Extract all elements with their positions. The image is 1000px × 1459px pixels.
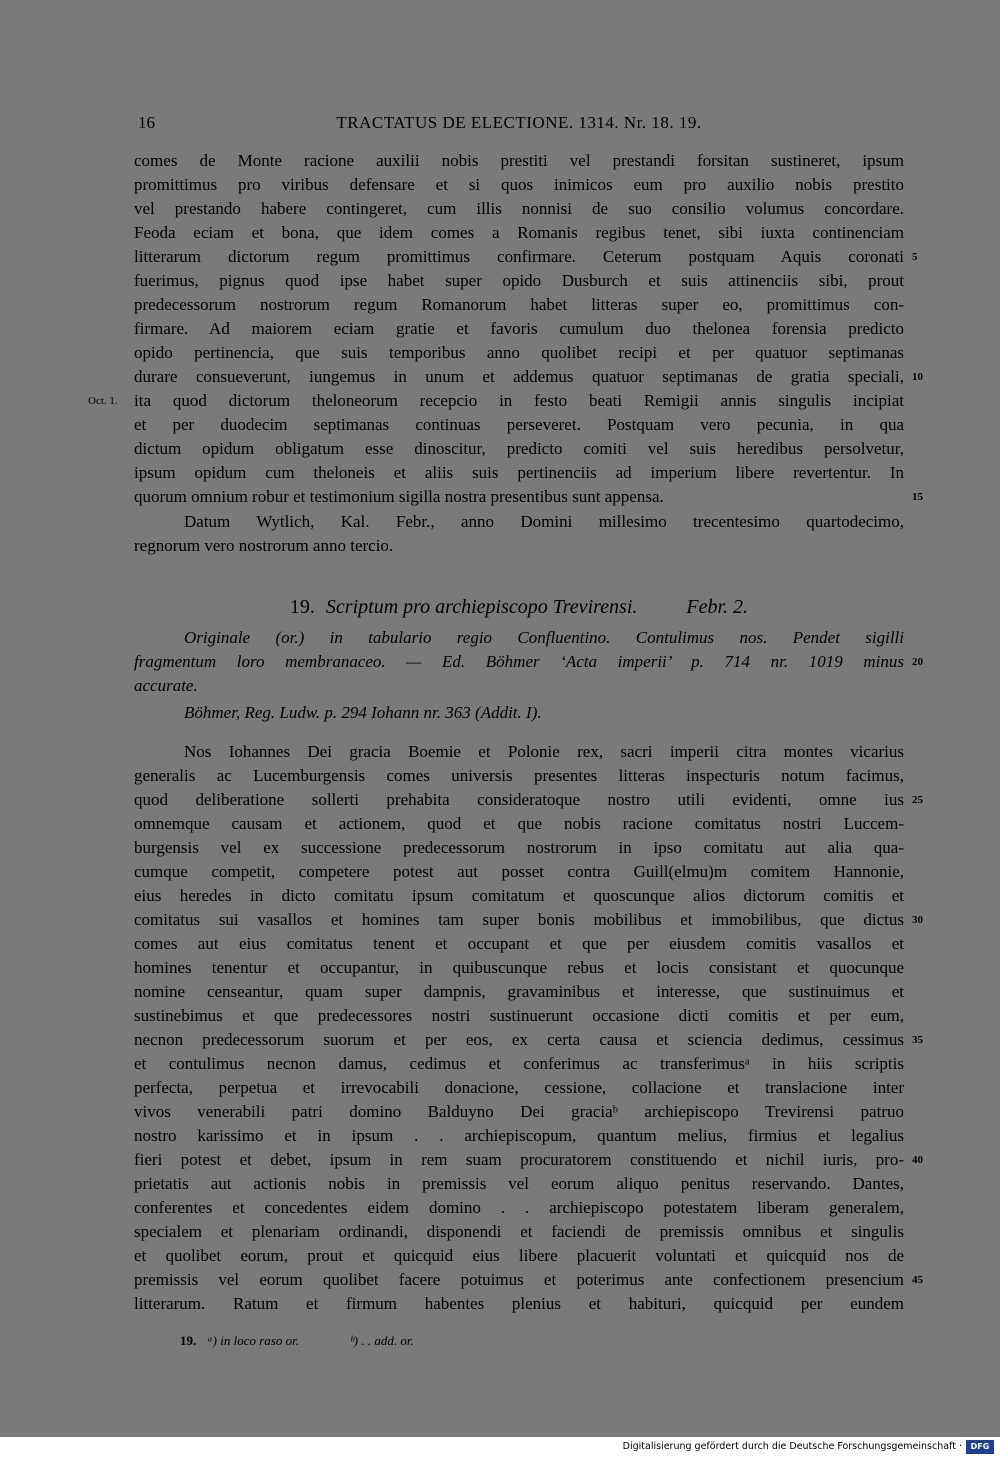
text-line: et contulimus necnon damus, cedimus et conferimus ac transferimusᵃ in hiis scriptis [134,1054,904,1073]
text-line: burgensis vel ex successione predecessorum nostrorum in ipso comitatu aut alia qua- [134,838,904,857]
text-line: et per duodecim septimanas continuas perseveret. Postquam vero pecunia, in qua [134,415,904,434]
line-number: 45 [912,1274,923,1286]
text-line: comitatus sui vasallos et homines tam super bonis mobilibus et immobilibus, que dictus [134,910,904,929]
footnote-a: ᵃ) in loco raso or. [207,1333,299,1348]
dfg-logo[interactable]: DFG [966,1440,994,1454]
apparatus-line: accurate. [134,676,198,695]
line-number: 40 [912,1154,923,1166]
text-line: comes aut eius comitatus tenent et occupant et que per eiusdem comitis vasallos et [134,934,904,953]
text-line: firmare. Ad maiorem eciam gratie et favoris cumulum duo thelonea forensia predicto [134,319,904,338]
text-line: dictum opidum obligatum esse dinoscitur, predicto comiti vel suis heredibus persolvetur, [134,439,904,458]
line-number: 15 [912,491,923,503]
text-line: predecessorum nostrorum regum Romanorum habet litteras super eo, promittimus con- [134,295,904,314]
text-line: promittimus pro viribus defensare et si quos inimicos eum pro auxilio nobis prestito [134,175,904,194]
text-line: comes de Monte racione auxilii nobis prestiti vel prestandi forsitan sustineret, ipsum [134,151,904,170]
text-line: Feoda eciam et bona, que idem comes a Romanis regibus tenet, sibi iuxta continenciam [134,223,904,242]
text-line: quod deliberatione sollerti prehabita consideratoque nostro utili evidenti, omne ius [134,790,904,809]
text-line: opido pertinencia, que suis temporibus anno quolibet recipi et per quatuor septimanas [134,343,904,362]
text-line: generalis ac Lucemburgensis comes universis presentes litteras inspecturis notum facimus, [134,766,904,785]
margin-date: Oct. 1. [88,395,118,407]
document-title: Scriptum pro archiepiscopo Trevirensi. [325,596,638,618]
regest-line: Böhmer, Reg. Ludw. p. 294 Iohann nr. 363 (Addit. I). [184,703,542,722]
text-line: perfecta, perpetua et irrevocabili donacione, cessione, collacione et translacione inter [134,1078,904,1097]
text-line: quorum omnium robur et testimonium sigilla nostra presentibus sunt appensa. [134,487,664,506]
line-number: 5 [912,251,918,263]
text-line: fieri potest et debet, ipsum in rem suam procuratorem constituendo et nichil iuris, pro- [134,1150,904,1169]
text-line: specialem et plenariam ordinandi, disponendi et faciendi de premissis omnibus et singulis [134,1222,904,1241]
footnote-b: ᵇ) . . add. or. [350,1333,414,1348]
text-line: nomine censeantur, quam super dampnis, gravaminibus et interesse, que sustinuimus et [134,982,904,1001]
text-line: et quolibet eorum, prout et quicquid eius libere placuerit voluntati et quicquid nos de [134,1246,904,1265]
text-line: prietatis aut actionis nobis in premissis vel eorum aliquo penitus reservando. Dantes, [134,1174,904,1193]
footer-bar [0,1437,1000,1459]
text-line: vel prestando habere contingeret, cum illis nonnisi de suo consilio volumus concordare. [134,199,904,218]
running-title: TRACTATUS DE ELECTIONE. 1314. Nr. 18. 19. [336,113,702,132]
text-line: conferentes et concedentes eidem domino . . archiepiscopo potestatem liberam generalem, [134,1198,904,1217]
text-line: eius heredes in dicto comitatu ipsum comitatum et quoscunque alios dictorum comitis et [134,886,904,905]
line-number: 30 [912,914,923,926]
dating-line: regnorum vero nostrorum anno tercio. [134,536,394,555]
text-line: ita quod dictorum theloneorum recepcio in festo beati Remigii annis singulis incipiat [134,391,904,410]
line-number: 25 [912,794,923,806]
text-line: fuerimus, pignus quod ipse habet super opido Dusburch et suis attinenciis sibi, prout [134,271,904,290]
line-number: 10 [912,371,923,383]
text-line: durare consueverunt, iungemus in unum et addemus quatuor septimanas de gratia speciali, [134,367,904,386]
text-line: ipsum opidum cum theloneis et aliis suis pertinenciis ad imperium libere revertentur. In [134,463,904,482]
text-line: homines tenentur et occupantur, in quibuscunque rebus et locis consistant et quocunque [134,958,904,977]
text-line: sustinebimus et que predecessores nostri sustinuerunt occasione dicti comitis et per eum, [134,1006,904,1025]
page-header [134,110,904,136]
line-number: 20 [912,656,923,668]
footnotes [180,1330,462,1352]
text-line: cumque competit, competere potest aut posset contra Guill(elmu)m comitem Hannonie, [134,862,904,881]
document-number: 19. [289,596,315,618]
page-number: 16 [138,113,155,132]
footnote-label: 19. [180,1333,197,1348]
apparatus-line: fragmentum loro membranaceo. — Ed. Böhmer ‘Acta imperii’ p. 714 nr. 1019 minus [134,652,904,671]
text-line: premissis vel eorum quolibet facere potuimus et poterimus ante confectionem presencium [134,1270,904,1289]
document-19-heading [134,592,904,622]
document-date: Febr. 2. [686,596,749,618]
text-line: Nos Iohannes Dei gracia Boemie et Polonie rex, sacri imperii citra montes vicarius [184,742,904,761]
text-line: nostro karissimo et in ipsum . . archiepiscopum, quantum melius, firmius et legalius [134,1126,904,1145]
text-line: necnon predecessorum suorum et per eos, ex certa causa et sciencia dedimus, cessimus [134,1030,904,1049]
text-line: omnemque causam et actionem, quod et que nobis racione comitatus nostri Luccem- [134,814,904,833]
line-number: 35 [912,1034,923,1046]
text-line: litterarum dictorum regum promittimus confirmare. Ceterum postquam Aquis coronati [134,247,904,266]
text-line: litterarum. Ratum et firmum habentes plenius et habituri, quicquid per eundem [134,1294,904,1313]
apparatus-line: Originale (or.) in tabulario regio Confluentino. Contulimus nos. Pendet sigilli [184,628,904,647]
text-line: vivos venerabili patri domino Balduyno Dei graciaᵇ archiepiscopo Trevirensi patruo [134,1102,904,1121]
dating-line: Datum Wytlich, Kal. Febr., anno Domini millesimo trecentesimo quartodecimo, [184,512,904,531]
funding-notice: Digitalisierung gefördert durch die Deutsche Forschungsgemeinschaft · [622,1441,962,1452]
